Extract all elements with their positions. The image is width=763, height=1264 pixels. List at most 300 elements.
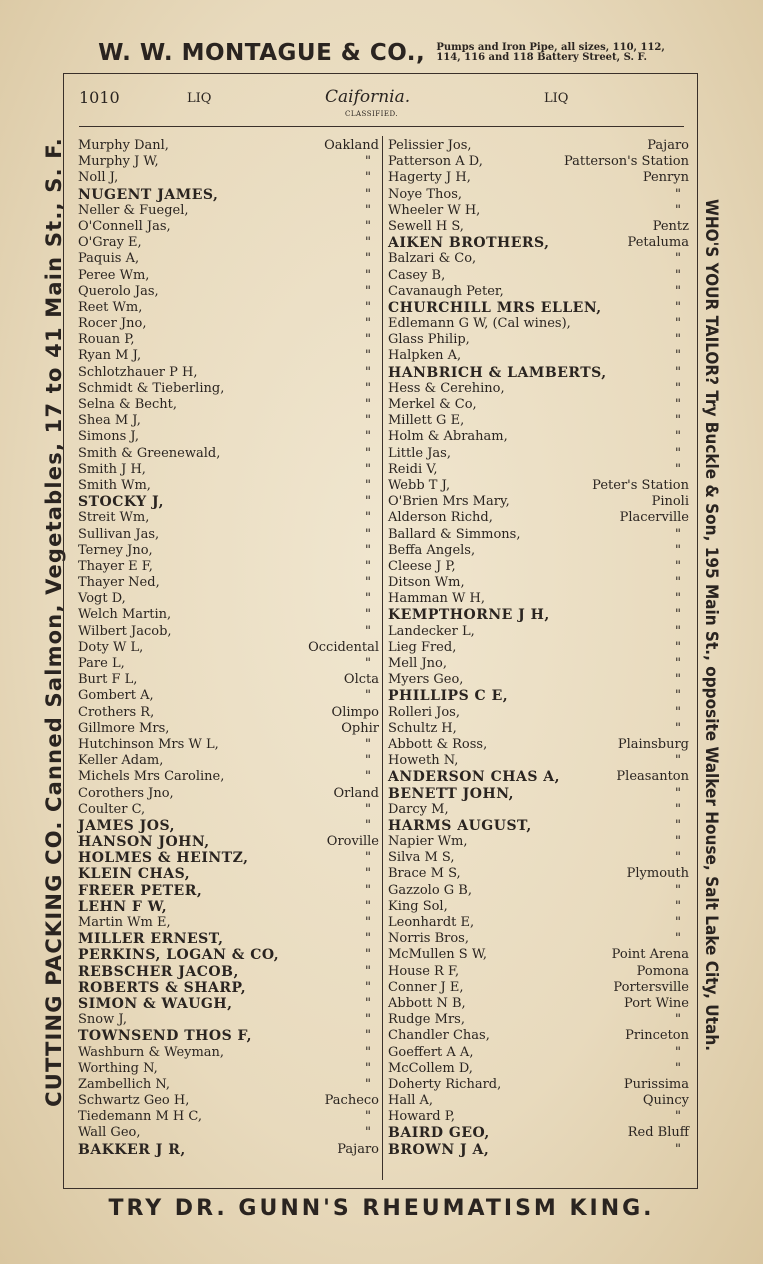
listing-name: Glass Philip, (388, 332, 470, 348)
listing-name: Pelissier Jos, (388, 138, 472, 153)
listing-place: " (675, 801, 681, 817)
listing-name: Peree Wm, (78, 267, 150, 283)
listing-place: " (365, 186, 371, 202)
listing-name: Wheeler W H, (388, 202, 481, 218)
listing-place: " (365, 850, 371, 866)
listing-name: MILLER ERNEST, (78, 931, 224, 948)
listing-row (78, 559, 379, 575)
listing-row (78, 316, 379, 332)
listing-place: Occidental (308, 639, 379, 655)
listing-name: Michels Mrs Caroline, (78, 769, 225, 785)
listing-place: " (675, 445, 681, 461)
listing-name: Paquis A, (78, 251, 140, 267)
listing-place: Olimpo (331, 704, 379, 720)
listing-name: Gazzolo G B, (388, 882, 472, 898)
left-column-listings (78, 138, 379, 1158)
listing-row (388, 543, 689, 559)
listing-name: Doty W L, (78, 639, 144, 655)
listing-name: Crothers R, (78, 704, 155, 720)
column-divider (382, 136, 383, 1180)
listing-place: " (675, 267, 681, 283)
listing-name: Reidi V, (388, 461, 438, 477)
listing-name: Abbott & Ross, (388, 736, 488, 752)
listing-name: O'Connell Jas, (78, 218, 171, 234)
listing-name: Washburn & Weyman, (78, 1044, 225, 1060)
listing-name: Welch Martin, (78, 607, 172, 623)
listing-row (78, 1125, 379, 1141)
listing-place: Oakland (324, 138, 379, 153)
listing-place: " (675, 639, 681, 655)
listing-row (388, 462, 689, 478)
listing-row (388, 559, 689, 575)
listing-row (78, 964, 379, 980)
listing-place: " (675, 526, 681, 542)
listing-row (78, 543, 379, 559)
listing-row (78, 332, 379, 348)
listing-row (78, 591, 379, 607)
listing-name: Doherty Richard, (388, 1076, 502, 1092)
listing-place: " (365, 445, 371, 461)
listing-row (78, 850, 379, 866)
bottom-advertisement: TRY DR. GUNN'S RHEUMATISM KING. (108, 1196, 655, 1221)
listing-row (78, 381, 379, 397)
listing-place: " (675, 720, 681, 736)
listing-row (78, 429, 379, 445)
listing-row (78, 899, 379, 915)
listing-name: Darcy M, (388, 801, 449, 817)
listing-place: Point Arena (611, 947, 689, 963)
listing-row (388, 300, 689, 316)
listing-name: Murphy J W, (78, 154, 159, 170)
right-column-listings (388, 138, 689, 1158)
listing-place: " (675, 591, 681, 607)
listing-name: Tiedemann M H C, (78, 1109, 203, 1125)
listing-row (388, 1028, 689, 1044)
listing-row (78, 1109, 379, 1125)
listing-row (388, 1093, 689, 1109)
listing-place: " (365, 882, 371, 898)
listing-place: " (365, 429, 371, 445)
listing-place: Purissima (623, 1076, 689, 1092)
listing-name: Holm & Abraham, (388, 429, 508, 445)
listing-name: Halpken A, (388, 348, 462, 364)
listing-name: Edlemann G W, (Cal wines), (388, 316, 571, 332)
listing-place: Pinoli (651, 494, 689, 510)
listing-row (388, 527, 689, 543)
listing-place: " (675, 834, 681, 850)
left-margin-advertisement: CUTTING PACKING CO. Canned Salmon, Vegetables, 17 to 41 Main St., S. F. (42, 137, 66, 1107)
listing-place: " (365, 1028, 371, 1044)
listing-row (388, 284, 689, 300)
listing-place: " (675, 558, 681, 574)
listing-name: Rouan P, (78, 332, 135, 348)
listing-place: " (675, 380, 681, 396)
listing-row (78, 915, 379, 931)
listing-name: HOLMES & HEINTZ, (78, 850, 249, 867)
listing-place: " (675, 688, 681, 704)
listing-row (78, 883, 379, 899)
listing-row (78, 154, 379, 170)
listing-name: Sullivan Jas, (78, 526, 160, 542)
listing-name: Silva M S, (388, 850, 455, 866)
top-ad-details (436, 43, 665, 63)
listing-row (78, 640, 379, 656)
listing-row (78, 494, 379, 510)
listing-place: " (365, 866, 371, 882)
listing-name: Schultz H, (388, 720, 457, 736)
listing-place: " (365, 348, 371, 364)
listing-row (388, 1125, 689, 1141)
listing-name: Balzari & Co, (388, 251, 477, 267)
listing-place: " (675, 915, 681, 930)
listing-place: " (675, 364, 681, 380)
listing-name: NUGENT JAMES, (78, 186, 219, 203)
listing-row (388, 219, 689, 235)
listing-name: Little Jas, (388, 445, 451, 461)
listing-place: Pajaro (647, 138, 689, 153)
listing-name: Napier Wm, (388, 834, 468, 850)
listing-row (388, 494, 689, 510)
listing-row (388, 187, 689, 203)
listing-place: " (365, 623, 371, 639)
listing-place: " (365, 461, 371, 477)
listing-row (78, 170, 379, 186)
listing-row (388, 705, 689, 721)
listing-row (388, 397, 689, 413)
listing-place: Plymouth (626, 866, 689, 882)
section-label-right: LIQ (544, 91, 569, 106)
listing-name: Thayer E F, (78, 558, 153, 574)
listing-place: " (675, 898, 681, 914)
listing-name: Querolo Jas, (78, 283, 159, 299)
listing-name: SIMON & WAUGH, (78, 995, 233, 1012)
listing-name: Terney Jno, (78, 542, 153, 558)
listing-name: Smith & Greenewald, (78, 445, 221, 461)
listing-place: " (675, 251, 681, 267)
listing-name: STOCKY J, (78, 494, 164, 511)
listing-row (388, 170, 689, 186)
listing-name: HANSON JOHN, (78, 834, 210, 851)
listing-row (388, 850, 689, 866)
listing-place: " (365, 202, 371, 218)
listing-name: Schlotzhauer P H, (78, 364, 198, 380)
listing-place: " (365, 817, 371, 833)
listing-row (78, 203, 379, 219)
listing-name: Abbott N B, (388, 995, 466, 1011)
listing-name: McCollem D, (388, 1060, 473, 1076)
listing-place: " (675, 186, 681, 202)
listing-row (78, 624, 379, 640)
listing-place: " (365, 769, 371, 785)
listing-name: Keller Adam, (78, 753, 164, 769)
top-advertisement (0, 40, 763, 74)
listing-place: " (675, 672, 681, 688)
listing-name: Simons J, (78, 429, 139, 445)
listing-place: " (675, 461, 681, 477)
listing-place: " (365, 1060, 371, 1076)
listing-place: " (365, 688, 371, 704)
listing-name: KEMPTHORNE J H, (388, 607, 550, 624)
listing-name: House R F, (388, 963, 460, 979)
listing-place: " (365, 397, 371, 412)
listing-place: Pleasanton (616, 769, 689, 785)
listing-place: Olcta (343, 672, 379, 688)
listing-row (388, 268, 689, 284)
listing-name: Beffa Angels, (388, 542, 476, 558)
listing-row (78, 575, 379, 591)
listing-row (388, 996, 689, 1012)
listing-name: Zambellich N, (78, 1076, 171, 1092)
listing-place: " (365, 736, 371, 752)
listing-row (388, 251, 689, 267)
listing-place: Petaluma (627, 235, 689, 251)
listing-place: " (365, 332, 371, 348)
section-label-left: LIQ (187, 91, 212, 106)
listing-name: Corothers Jno, (78, 785, 174, 801)
listing-place: Plainsburg (617, 736, 689, 752)
listing-row (388, 348, 689, 364)
listing-name: Rocer Jno, (78, 316, 147, 332)
listing-name: O'Gray E, (78, 235, 142, 251)
listing-name: Millett G E, (388, 413, 465, 429)
listing-row (388, 446, 689, 462)
listing-place: " (365, 656, 371, 671)
listing-name: Hess & Cerehino, (388, 380, 505, 396)
listing-row (78, 268, 379, 284)
listing-name: O'Brien Mrs Mary, (388, 494, 510, 510)
listing-name: Rudge Mrs, (388, 1012, 465, 1028)
listing-row (388, 413, 689, 429)
listing-place: " (365, 1012, 371, 1028)
listing-place: " (365, 898, 371, 914)
listing-name: Thayer Ned, (78, 575, 160, 591)
listing-name: Ballard & Simmons, (388, 526, 521, 542)
listing-name: Ryan M J, (78, 348, 142, 364)
listing-name: Lieg Fred, (388, 639, 457, 655)
listing-place: " (675, 785, 681, 801)
listing-row (388, 866, 689, 882)
listing-row (388, 591, 689, 607)
listing-row (78, 1012, 379, 1028)
classified-label: CLASSIFIED. (345, 110, 399, 118)
listing-row (78, 413, 379, 429)
listing-row (388, 154, 689, 170)
listing-row (388, 1045, 689, 1061)
listing-place: " (675, 397, 681, 412)
listing-row (388, 429, 689, 445)
listing-row (388, 1077, 689, 1093)
listing-place: " (365, 413, 371, 429)
listing-row (78, 688, 379, 704)
listing-place: " (365, 801, 371, 817)
listing-place: Pentz (652, 218, 689, 234)
listing-row (388, 510, 689, 526)
listing-place: " (365, 591, 371, 607)
listing-place: " (365, 995, 371, 1011)
listing-place: " (675, 931, 681, 947)
listing-name: Casey B, (388, 267, 446, 283)
listing-place: " (365, 251, 371, 267)
listing-row (78, 753, 379, 769)
listing-place: " (365, 299, 371, 315)
listing-row (388, 1109, 689, 1125)
listing-row (388, 834, 689, 850)
listing-place: " (675, 704, 681, 720)
listing-row (388, 899, 689, 915)
listing-place: Ophir (341, 720, 379, 736)
listing-row (78, 947, 379, 963)
listing-name: Landecker L, (388, 623, 475, 639)
listing-row (388, 656, 689, 672)
listing-name: JAMES JOS, (78, 817, 175, 834)
listing-name: Hutchinson Mrs W L, (78, 736, 219, 752)
listing-name: Gillmore Mrs, (78, 720, 170, 736)
listing-row (388, 640, 689, 656)
listing-name: Conner J E, (388, 979, 464, 995)
listing-place: " (675, 202, 681, 218)
listing-place: " (365, 170, 371, 186)
listing-row (388, 575, 689, 591)
listing-row (388, 737, 689, 753)
listing-name: Martin Wm E, (78, 915, 171, 930)
listing-name: Streit Wm, (78, 510, 150, 526)
listing-place: " (365, 1109, 371, 1125)
listing-name: Alderson Richd, (388, 510, 493, 526)
listing-row (388, 1142, 689, 1158)
listing-name: Schmidt & Tieberling, (78, 380, 225, 396)
listing-row (388, 316, 689, 332)
listing-place: " (365, 477, 371, 493)
listing-place: " (365, 931, 371, 947)
listing-place: " (365, 218, 371, 234)
listing-place: " (365, 154, 371, 170)
listing-name: Selna & Becht, (78, 397, 177, 412)
listing-row (78, 219, 379, 235)
listing-name: PHILLIPS C E, (388, 688, 509, 705)
listing-name: Wall Geo, (78, 1125, 141, 1141)
listing-row (388, 607, 689, 623)
listing-row (388, 672, 689, 688)
listing-name: Gombert A, (78, 688, 154, 704)
listing-place: Peter's Station (592, 477, 689, 493)
listing-row (78, 607, 379, 623)
listing-name: Chandler Chas, (388, 1028, 490, 1044)
listing-place: Pajaro (337, 1141, 379, 1157)
listing-name: TOWNSEND THOS F, (78, 1028, 252, 1045)
listing-place: Pacheco (324, 1093, 379, 1109)
listing-row (78, 931, 379, 947)
listing-name: King Sol, (388, 898, 448, 914)
listing-place: " (675, 348, 681, 364)
listing-place: " (365, 753, 371, 769)
listing-name: FREER PETER, (78, 882, 203, 899)
listing-row (78, 996, 379, 1012)
listing-place: " (675, 1141, 681, 1157)
listing-row (388, 381, 689, 397)
listing-place: " (675, 575, 681, 591)
header-rule (79, 126, 684, 127)
listing-place: " (365, 915, 371, 930)
listing-place: " (675, 429, 681, 445)
listing-name: Noll J, (78, 170, 119, 186)
listing-name: Myers Geo, (388, 672, 464, 688)
listing-name: Neller & Fuegel, (78, 202, 189, 218)
listing-place: Port Wine (624, 995, 689, 1011)
listing-row (388, 802, 689, 818)
listing-place: " (365, 316, 371, 332)
listing-place: " (365, 510, 371, 526)
listing-name: Noye Thos, (388, 186, 463, 202)
top-ad-line-1: Pumps and Iron Pipe, all sizes, 110, 112, (436, 42, 665, 53)
listing-place: Princeton (625, 1028, 689, 1044)
listing-name: Pare L, (78, 656, 125, 671)
listing-name: Coulter C, (78, 801, 146, 817)
listing-place: " (365, 1125, 371, 1141)
listing-name: CHURCHILL MRS ELLEN, (388, 299, 602, 316)
listing-row (78, 251, 379, 267)
listing-row (78, 235, 379, 251)
listing-name: Snow J, (78, 1012, 127, 1028)
listing-row (78, 1028, 379, 1044)
listing-row (78, 348, 379, 364)
listing-name: Hamman W H, (388, 591, 485, 607)
listing-row (388, 964, 689, 980)
state-title: Caifornia. (325, 87, 411, 107)
listing-name: BAKKER J R, (78, 1141, 186, 1158)
listing-row (78, 980, 379, 996)
listing-name: Schwartz Geo H, (78, 1093, 190, 1109)
listing-name: Patterson A D, (388, 154, 483, 170)
listing-place: " (675, 882, 681, 898)
listing-row (388, 688, 689, 704)
listing-row (388, 203, 689, 219)
listing-row (78, 705, 379, 721)
listing-row (78, 786, 379, 802)
listing-row (78, 1142, 379, 1158)
listing-place: " (675, 1109, 681, 1125)
listing-place: " (365, 963, 371, 979)
listing-place: Pomona (636, 963, 689, 979)
listing-place: " (365, 1076, 371, 1092)
listing-name: Reet Wm, (78, 299, 143, 315)
listing-name: Howard P, (388, 1109, 455, 1125)
listing-row (78, 737, 379, 753)
listing-row (78, 672, 379, 688)
listing-name: Smith J H, (78, 461, 146, 477)
listing-row (388, 365, 689, 381)
listing-name: Murphy Danl, (78, 138, 169, 153)
listing-row (388, 721, 689, 737)
listing-row (388, 947, 689, 963)
listing-name: Vogt D, (78, 591, 126, 607)
listing-place: " (675, 1012, 681, 1028)
listing-name: Cavanaugh Peter, (388, 283, 504, 299)
listing-row (388, 769, 689, 785)
listing-place: " (675, 607, 681, 623)
listing-row (78, 834, 379, 850)
listing-place: Red Bluff (627, 1125, 689, 1141)
listing-name: ROBERTS & SHARP, (78, 979, 247, 996)
listing-place: " (365, 979, 371, 995)
listing-name: HANBRICH & LAMBERTS, (388, 364, 607, 381)
listing-row (78, 446, 379, 462)
listing-place: " (675, 623, 681, 639)
listing-row (78, 1061, 379, 1077)
listing-row (388, 235, 689, 251)
listing-place: " (675, 1044, 681, 1060)
listing-row (78, 510, 379, 526)
listing-row (388, 786, 689, 802)
